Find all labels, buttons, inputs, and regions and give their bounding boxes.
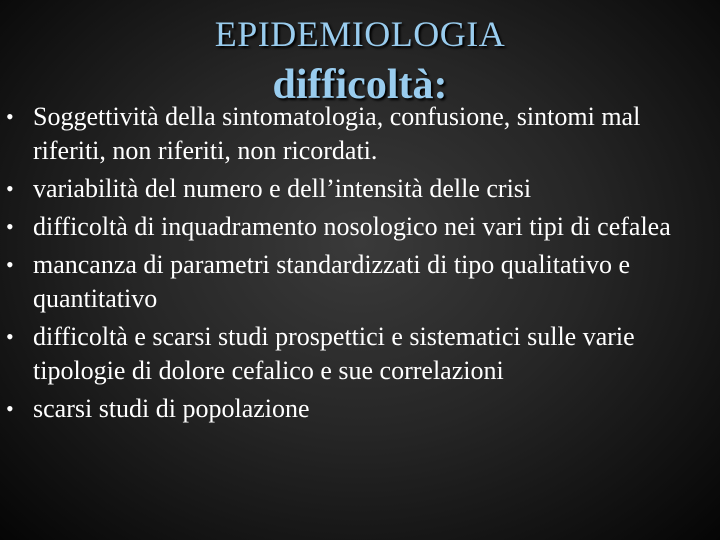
bullet-item-6	[0, 392, 710, 426]
bullet-marker: •	[6, 252, 14, 277]
bullet-marker: •	[6, 324, 14, 349]
bullet-text: mancanza di parametri standardizzati di tipo qualitativo e quantitativo	[33, 250, 631, 313]
bullet-marker: •	[6, 214, 14, 239]
bullet-item-4	[0, 248, 710, 316]
bullet-text: Soggettività della sintomatologia, confusione, sintomi mal riferiti, non riferiti, non ricordati.	[33, 102, 641, 165]
bullet-item-2	[0, 172, 710, 206]
bullet-marker: •	[6, 104, 14, 129]
bullet-marker: •	[6, 396, 14, 421]
bullet-marker: •	[6, 176, 14, 201]
bullet-text: scarsi studi di popolazione	[33, 394, 310, 423]
bullet-list	[0, 100, 710, 430]
slide-subtitle: difficoltà:	[272, 62, 448, 108]
bullet-item-5	[0, 320, 710, 388]
bullet-item-3	[0, 210, 710, 244]
bullet-text: difficoltà e scarsi studi prospettici e sistematici sulle varie tipologie di dolore cefalico e sue correlazioni	[33, 322, 635, 385]
slide-title: EPIDEMIOLOGIA	[214, 14, 506, 54]
bullet-item-1	[0, 100, 710, 168]
bullet-text: variabilità del numero e dell’intensità delle crisi	[33, 174, 532, 203]
bullet-text: difficoltà di inquadramento nosologico nei vari tipi di cefalea	[33, 212, 671, 241]
